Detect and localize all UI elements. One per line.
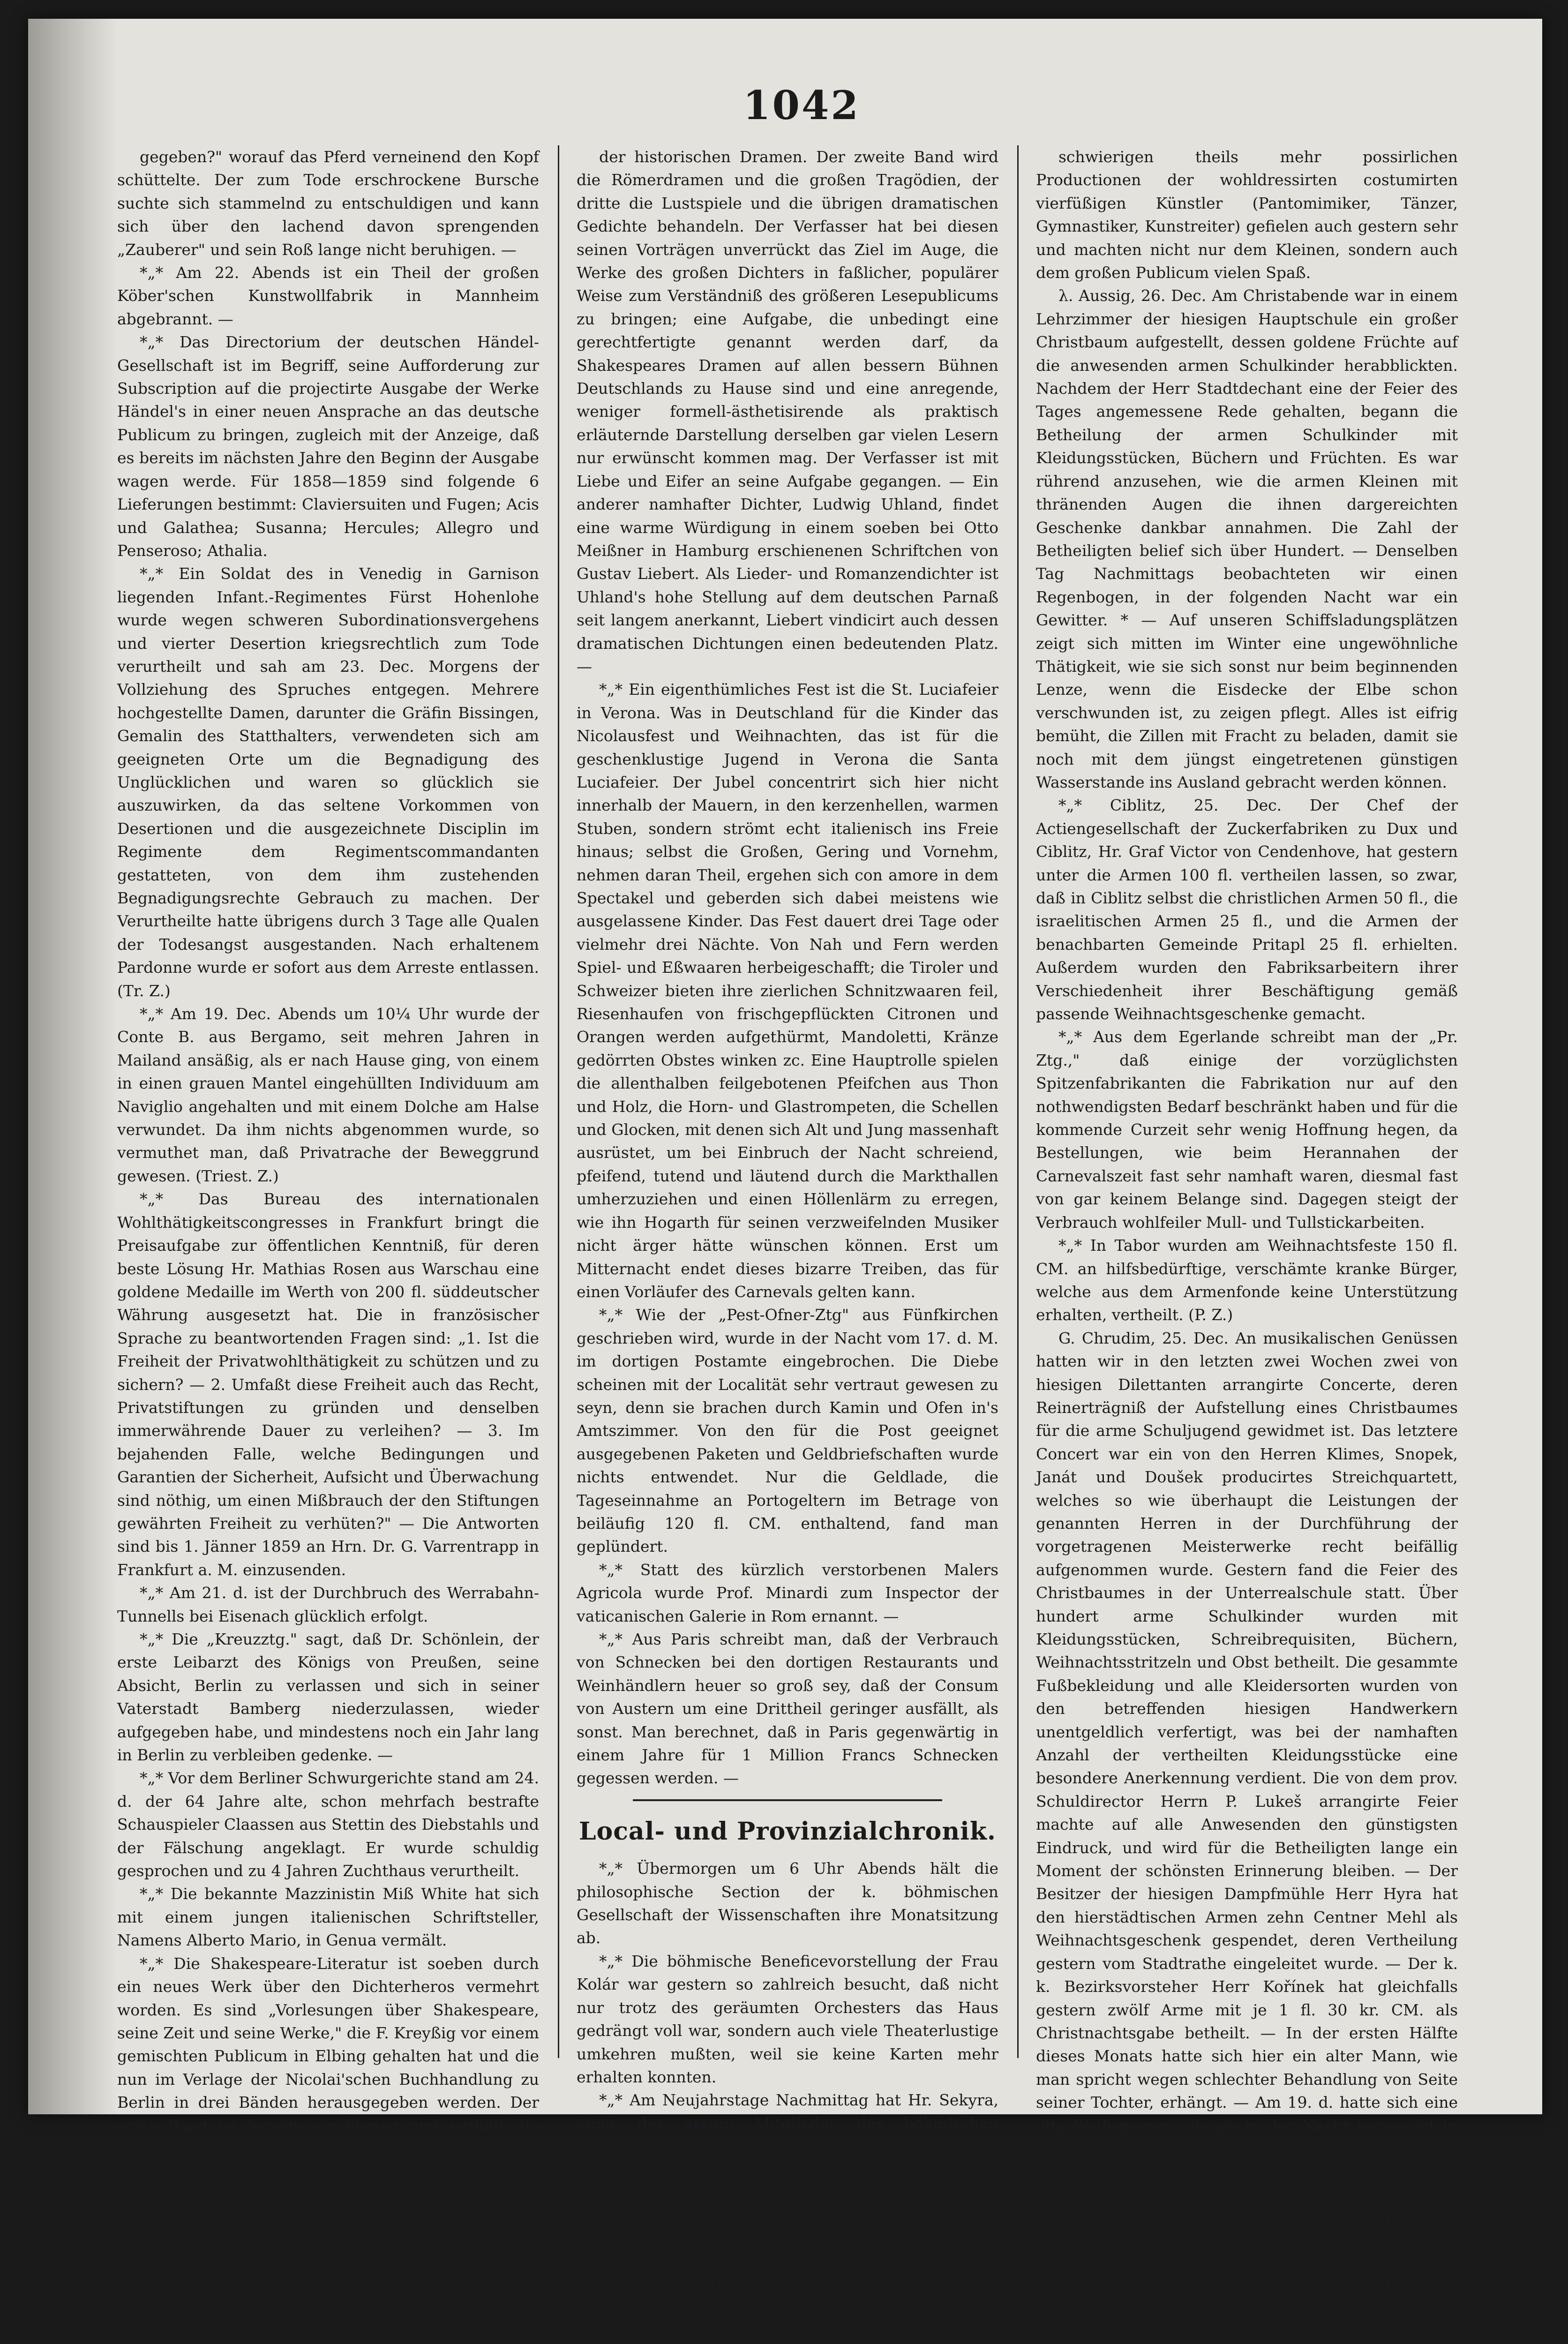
article-paragraph: *„* Wie der „Pest-Ofner-Ztg" aus Fünfkirchen geschrieben wird, wurde in der Nacht vom 17. d. M. im dortigen Postamte eingebrochen. Die Diebe scheinen mit der Localität sehr vertraut gewesen zu seyn, denn sie brachen durch Kamin und Ofen in's Amtszimmer. Von den für die Post geeignet ausgegebenen Paketen und Geldbriefschaften wurde nichts entwendet. Nur die Geldlade, die Tageseinnahme an Portogeltern im Betrage von beiläufig 120 fl. CM. enthaltend, fand man geplündert. [577, 1306, 998, 1556]
article-paragraph: *„* Die böhmische Beneficevorstellung der Frau Kolár war gestern so zahlreich besucht, daß nicht nur trotz des geräumten Orchesters das Haus gedrängt voll war, sondern auch viele Theaterlustige umkehren mußten, weil sie keine Karten mehr erhalten konnten. [577, 1952, 998, 2086]
column-divider [1017, 145, 1019, 2058]
column-2-articles [577, 145, 998, 1790]
article-paragraph: *„* Am 19. Dec. Abends um 10¼ Uhr wurde der Conte B. aus Bergamo, seit mehren Jahren in Mailand ansäßig, als er nach Hause ging, von einem in einen grauen Mantel eingehüllten Individuum am Naviglio angehalten und mit einem Dolche am Halse verwundet. Da ihm nichts abgenommen wurde, so vermuthet man, daß Privatrache der Beweggrund gewesen. (Triest. Z.) [117, 1005, 539, 1185]
article-paragraph: *„* Das Directorium der deutschen Händel-Gesellschaft ist im Begriff, seine Aufforderung zur Subscription auf die projectirte Ausgabe der Werke Händel's in einer neuen Ansprache an das deutsche Publicum zu bringen, zugleich mit der Anzeige, daß es bereits im nächsten Jahre den Beginn der Ausgabe wagen werde. Für 1858—1859 sind folgende 6 Lieferungen bestimmt: Claviersuiten und Fugen; Acis und Galathea; Susanna; Hercules; Allegro und Penseroso; Athalia. [117, 333, 539, 560]
column-3 [1036, 145, 1458, 2344]
article-paragraph: *„* Am 21. d. ist der Durchbruch des Werrabahn-Tunnells bei Eisenach glücklich erfolgt. [117, 1584, 539, 1625]
article-paragraph: *„* Bei sehr gut besetztem Hause wurde gestern im Circus am Karlsplatz das bekannte und beliebte Casanova'sche „Affe theater," das jedoch außer Affen auch Hunde zu seinen Mitgliedern zählt, wieder eröffnet. Die theils mehr [577, 2230, 998, 2341]
article-paragraph: *„* Am Neujahrstage Nachmittag hat Hr. Sekyra, einer der ersten Mitglieder des böhmischen Schauspiels seine Benefizvorstellung, bei welcher die gegeben die unterhaltende Nestroy'sche Posse „Der Talisman" zum erstenmale in böhmischer Sprache zur Aufführung kommt. [577, 2091, 998, 2225]
binding-shadow [28, 19, 117, 2114]
article-paragraph: *„* Ein Soldat des in Venedig in Garnison liegenden Infant.-Regimentes Fürst Hohenlohe wurde wegen schweren Subordinationsvergehens und vierter Desertion kriegsrechtlich zum Tode verurtheilt und sah am 23. Dec. Morgens der Vollziehung des Spruches entgegen. Mehrere hochgestellte Damen, darunter die Gräfin Bissingen, Gemalin des Statthalters, verwendeten sich am geeigneten Orte um die Begnadigung des Unglücklichen und waren so glücklich sie auszuwirken, da das seltene Vorkommen von Desertionen und die ausgezeichnete Disciplin im Regimente dem Regimentscommandanten gestatteten, von dem ihm zustehenden Begnadigungsrechte Gebrauch zu machen. Der Verurtheilte hatte übrigens durch 3 Tage alle Qualen der Todesangst ausgestanden. Nach erhaltenem Pardonne wurde er sofort aus dem Arreste entlassen. (Tr. Z.) [117, 564, 539, 1000]
article-paragraph: schwierigen theils mehr possirlichen Productionen der wohldressirten costumirten vierfüßigen Künstler (Pantomimiker, Tänzer, Gymnastiker, Kunstreiter) gefielen auch gestern sehr und machten nicht nur dem Kleinen, sondern auch dem großen Publicum vielen Spaß. [1036, 148, 1458, 282]
article-paragraph: der historischen Dramen. Der zweite Band wird die Römerdramen und die großen Tragödien, der dritte die Lustspiele und die übrigen dramatischen Gedichte behandeln. Der Verfasser hat bei diesen seinen Vorträgen unverrückt das Ziel im Auge, die Werke des großen Dichters in faßlicher, populärer Weise zum Verständniß des größeren Lesepublicums zu bringen; eine Aufgabe, die unbedingt eine gerechtfertigte genannt werden darf, da Shakespeares Dramen auf allen bessern Bühnen Deutschlands zu Hause sind und eine anregende, weniger formell-ästhetisirende als praktisch erläuternde Darstellung derselben gar vielen Lesern nur erwünscht kommen mag. Der Verfasser ist mit Liebe und Eifer an seine Aufgabe gegangen. — Ein anderer namhafter Dichter, Ludwig Uhland, findet eine warme Würdigung in einem soeben bei Otto Meißner in Hamburg erschienenen Schriftchen von Gustav Liebert. Als Lieder- und Romanzendichter ist Uhland's hohe Stellung auf dem deutschen Parnaß seit langem anerkannt, Liebert vindicirt auch dessen dramatischen Dichtungen einen bedeutenden Platz. — [577, 148, 998, 676]
article-paragraph: *„* Vor dem Berliner Schwurgerichte stand am 24. d. der 64 Jahre alte, schon mehrfach bestrafte Schauspieler Claassen aus Stettin des Diebstahls und der Fälschung angeklagt. Er wurde schuldig gesprochen und zu 4 Jahren Zuchthaus verurtheilt. [117, 1769, 539, 1880]
article-paragraph: *„* Die Shakespeare-Literatur ist soeben durch ein neues Werk über den Dichterheros vermehrt worden. Es sind „Vorlesungen über Shakespeare, seine Zeit und seine Werke," die F. Kreyßig vor einem gemischten Publicum in Elbing gehalten hat und die nun im Verlage der Nicolai'schen Buchhandlung zu Berlin in drei Bänden herausgegeben werden. Der erste Band ist bereits erschienen und enthält die einleitenden Vorträge über des Dichters Zeitalter und Volk, seine Lebensgeschichte, sowie seine künstlerische und sittliche Bedeutung und die Erklärung [117, 1954, 539, 2228]
article-paragraph: *„* Statt des kürzlich verstorbenen Malers Agricola wurde Prof. Minardi zum Inspector der vaticanischen Galerie in Rom ernannt. — [577, 1560, 998, 1625]
section-rule [633, 1799, 942, 1801]
article-paragraph: G. Chrudim, 25. Dec. An musikalischen Genüssen hatten wir in den letzten zwei Wochen zwei von hiesigen Dilettanten arrangirte Concerte, deren Reinerträgniß der Aufstellung eines Christbaumes für die arme Schuljugend gewidmet ist. Das letztere Concert war ein von den Herren Klimes, Snopek, Janát und Doušek producirtes Streichquartett, welches so wie überhaupt die Leistungen der genannten Herren in der Durchführung der vorgetragenen Meisterwerke recht beifällig aufgenommen wurde. Gestern fand die Feier des Christbaumes in der Unterrealschule statt. Über hundert arme Schulkinder wurden mit Kleidungsstücken, Schreibrequisiten, Büchern, Weihnachtsstritzeln und Obst betheilt. Die gesammte Fußbekleidung und alle Kleidersorten wurden von den betreffenden hiesigen Handwerkern unentgeldlich verfertigt, was bei der namhaften Anzahl der vertheilten Kleidungsstücke eine besondere Anerkennung verdient. Die von dem prov. Schuldirector Herrn P. Lukeš arrangirte Feier machte auf alle Anwesenden den günstigsten Eindruck, und wird für die Betheiligten lange ein Moment der schönsten Erinnerung bleiben. — Der Besitzer der hiesigen Dampfmühle Herr Hyra hat den hierstädtischen Armen zehn Centner Mehl als Weihnachtsgeschenk gespendet, deren Vertheilung gestern vom Stadtrathe eingeleitet wurde. — Der k. k. Bezirksvorsteher Herr Kořínek hat gleichfalls gestern zwölf Arme mit je 1 fl. 30 kr. CM. als Christnachtsgabe betheilt. — In der ersten Hälfte dieses Monats hatte sich hier ein alter Mann, wie man spricht wegen schlechter Behandlung von Seite seiner Tochter, erhängt. — Am 19. d. hatte sich eine alte Weibsperson, als sie in der Nacht berauscht in ihrer Wohnung angekommen war, um sich zu wärmen, über einen Topf mit glühenden Kohlen gesetzt. Sie verfiel in einen tiefen Schlaf, während dessen ihre Röcke Feuer fingen, wodurch ihre unteren Körpertheile auf eine schauderhafte Weise verbrannt wurden. Am 21. d. starb dieses Weib in Folge der erlittenen Brandwunden, und es ist hervorzuheben, daß sie bei dem Brande ihrer Röcke gar nicht aus dem Schlafe erwachte und ihr Körper [1036, 1329, 1458, 2344]
article-paragraph: *„* Ciblitz, 25. Dec. Der Chef der Actiengesellschaft der Zuckerfabriken zu Dux und Ciblitz, Hr. Graf Victor von Cendenhove, hat gestern unter die Armen 100 fl. vertheilen lassen, so zwar, daß in Ciblitz selbst die christlichen Armen 50 fl., die israelitischen Armen 25 fl., und die Armen der benachbarten Gemeinde Pritapl 25 fl. erhielten. Außerdem wurden den Fabriksarbeitern ihrer Verschiedenheit ihrer Beschäftigung gemäß passende Weihnachtsgeschenke gemacht. [1036, 796, 1458, 1023]
article-paragraph: *„* Das Bureau des internationalen Wohlthätigkeitscongresses in Frankfurt bringt die Preisaufgabe zur öffentlichen Kenntniß, für deren beste Lösung Hr. Mathias Rosen aus Warschau eine goldene Medaille im Werth von 200 fl. süddeutscher Währung ausgesetzt hat. Die in französischer Sprache zu beantwortenden Fragen sind: „1. Ist die Freiheit der Privatwohlthätigkeit zu schützen und zu sichern? — 2. Umfaßt diese Freiheit auch das Recht, Privatstiftungen zu gründen und denselben immerwährende Dauer zu verleihen? — 3. Im bejahenden Falle, welche Bedingungen und Garantien der Sicherheit, Aufsicht und Überwachung sind nöthig, um einen Mißbrauch der den Stiftungen gewährten Freiheit zu verhüten?" — Die Antworten sind bis 1. Jänner 1859 an Hrn. Dr. G. Varrentrapp in Frankfurt a. M. einzusenden. [117, 1190, 539, 1579]
article-paragraph: *„* Ein eigenthümliches Fest ist die St. Luciafeier in Verona. Was in Deutschland für die Kinder das Nicolausfest und Weihnachten, das ist für die geschenklustige Jugend in Verona die Santa Luciafeier. Der Jubel concentrirt sich hier nicht innerhalb der Mauern, in den kerzenhellen, warmen Stuben, sondern strömt echt italienisch ins Freie hinaus; selbst die Großen, Gering und Vornehm, nehmen daran Theil, ergehen sich con amore in dem Spectakel und geberden sich dabei meistens wie ausgelassene Kinder. Das Fest dauert drei Tage oder vielmehr drei Nächte. Von Nah und Fern werden Spiel- und Eßwaaren herbeigeschafft; die Tiroler und Schweizer bieten ihre zierlichen Schnitzwaaren feil, Riesenhaufen von frischgepflückten Citronen und Orangen werden aufgethürmt, Mandoletti, Kränze gedörrten Obstes winken zc. Eine Hauptrolle spielen die allenthalben feilgebotenen Pfeifchen aus Thon und Holz, die Horn- und Glastrompeten, die Schellen und Glocken, mit denen sich Alt und Jung massenhaft ausrüstet, um bei Einbruch der Nacht schreiend, pfeifend, tutend und läutend durch die Markthallen umherzuziehen und einen Höllenlärm zu erregen, wie ihn Hogarth für seinen verzweifelnden Musiker nicht ärger hätte wünschen können. Erst um Mitternacht endet dieses bizarre Treiben, das für einen Vorläufer des Carnevals gelten kann. [577, 680, 998, 1301]
section-heading: Local- und Provinzialchronik. [578, 1817, 997, 1846]
column-1 [117, 145, 539, 2228]
article-paragraph: gegeben?" worauf das Pferd verneinend den Kopf schüttelte. Der zum Tode erschrockene Bursche suchte sich stammelnd zu entschuldigen und kann sich über den lachend davon sprengenden „Zauberer" und sein Roß lange nicht beruhigen. — [117, 148, 539, 259]
column-divider [558, 145, 559, 2058]
article-paragraph: *„* Aus Paris schreibt man, daß der Verbrauch von Schnecken bei den dortigen Restaurants und Weinhändlern heuer so groß sey, daß der Consum von Austern um eine Drittheil geringer ausfällt, als sonst. Man berechnet, daß in Paris gegenwärtig in einem Jahre für 1 Million Francs Schnecken gegessen werden. — [577, 1630, 998, 1788]
article-paragraph: *„* Übermorgen um 6 Uhr Abends hält die philosophische Section der k. böhmischen Gesellschaft der Wissenschaften ihre Monatsitzung ab. [577, 1859, 998, 1947]
page-number: 1042 [743, 82, 860, 128]
article-paragraph: *„* Die bekannte Mazzinistin Miß White hat sich mit einem jungen italienischen Schriftsteller, Namens Alberto Mario, in Genua vermält. [117, 1885, 539, 1950]
column-3-articles [1036, 145, 1458, 2344]
article-paragraph: *„* Aus dem Egerlande schreibt man der „Pr. Ztg.," daß einige der vorzüglichsten Spitzenfabrikanten die Fabrikation nur auf den nothwendigsten Bedarf beschränkt haben und für die kommende Curzeit sehr wenig Hoffnung hegen, da Bestellungen, wie beim Herannahen der Carnevalszeit fast sehr namhaft waren, diesmal fast von gar keinem Belange sind. Dagegen steigt der Verbrauch wohlfeiler Mull- und Tullstickarbeiten. [1036, 1028, 1458, 1232]
column-2-local-news [577, 1857, 998, 2344]
article-paragraph: *„* Am 22. Abends ist ein Theil der großen Köber'schen Kunstwollfabrik in Mannheim abgebrannt. — [117, 263, 539, 328]
article-paragraph: *„* Die „Kreuzztg." sagt, daß Dr. Schönlein, der erste Leibarzt des Königs von Preußen, seine Absicht, Berlin zu verlassen und sich in seiner Vaterstadt Bamberg niederzulassen, wieder aufgegeben habe, und mindestens noch ein Jahr lang in Berlin zu verbleiben gedenke. — [117, 1630, 539, 1765]
article-paragraph: *„* In Tabor wurden am Weihnachtsfeste 150 fl. CM. an hilfsbedürftige, verschämte kranke Bürger, welche aus dem Armenfonde keine Unterstützung erhalten, vertheilt. (P. Z.) [1036, 1236, 1458, 1324]
column-2 [577, 145, 998, 2341]
article-paragraph: λ. Aussig, 26. Dec. Am Christabende war in einem Lehrzimmer der hiesigen Hauptschule ein großer Christbaum aufgestellt, dessen goldene Früchte auf die anwesenden armen Schulkinder herabblickten. Nachdem der Herr Stadtdechant eine der Feier des Tages angemessene Rede gehalten, begann die Betheilung der armen Schulkinder mit Kleidungsstücken, Büchern und Früchten. Es war rührend anzusehen, wie die armen Kleinen mit thränenden Augen die ihnen dargereichten Geschenke dankbar annahmen. Die Zahl der Betheiligten belief sich über Hundert. — Denselben Tag Nachmittags beobachteten wir einen Regenbogen, in der folgenden Nacht war ein Gewitter. * — Auf unseren Schiffsladungsplätzen zeigt sich mitten im Winter eine ungewöhnliche Thätigkeit, wie sie sich sonst nur beim beginnenden Lenze, wenn die Eisdecke der Elbe schon verschwunden ist, zu zeigen pflegt. Alles ist eifrig bemüht, die Zillen mit Fracht zu beladen, damit sie noch mit dem jüngst eingetretenen günstigen Wasserstande ins Ausland gebracht werden können. [1036, 286, 1458, 791]
newspaper-page [28, 19, 1542, 2344]
